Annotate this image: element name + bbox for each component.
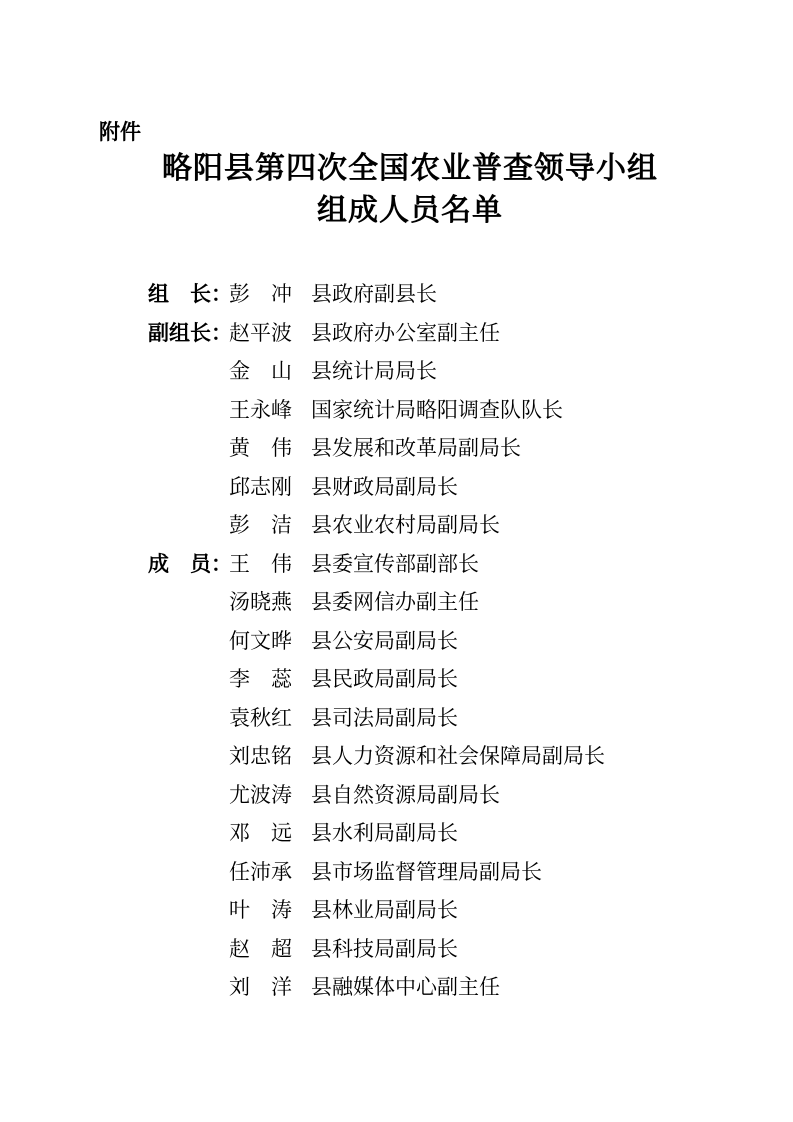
member-title: 县委宣传部副部长	[311, 551, 479, 576]
document-title	[120, 148, 700, 232]
roster-row	[148, 813, 703, 852]
roster-row	[148, 428, 703, 467]
member-name: 金 山	[229, 359, 292, 384]
roster-list	[148, 274, 703, 1006]
member-name: 赵 超	[229, 936, 292, 961]
roster-row	[148, 621, 703, 660]
role-label: 组 长：	[148, 283, 232, 307]
member-title: 县政府办公室副主任	[311, 320, 500, 345]
role-label: 副组长：	[148, 321, 232, 345]
member-title: 县农业农村局副局长	[311, 513, 500, 538]
roster-row	[148, 313, 703, 352]
member-name: 李 蕊	[229, 667, 292, 692]
member-title: 县科技局副局长	[311, 936, 458, 961]
member-name: 王 伟	[229, 551, 292, 576]
member-title: 县公安局副局长	[311, 628, 458, 653]
member-title: 县融媒体中心副主任	[311, 975, 500, 1000]
role-label: 成 员：	[148, 552, 232, 576]
member-name: 尤波涛	[229, 782, 292, 807]
member-name: 黄 伟	[229, 436, 292, 461]
member-name: 王永峰	[229, 397, 292, 422]
roster-row	[148, 929, 703, 968]
member-title: 县林业局副局长	[311, 898, 458, 923]
roster-row	[148, 659, 703, 698]
member-title: 县政府副县长	[311, 282, 437, 307]
roster-row	[148, 736, 703, 775]
member-title: 县市场监督管理局副局长	[311, 859, 542, 884]
member-title: 县司法局副局长	[311, 705, 458, 730]
member-title: 县委网信办副主任	[311, 590, 479, 615]
attachment-label: 附件	[99, 121, 141, 144]
document-title-line2: 组成人员名单	[317, 194, 503, 227]
member-title: 县人力资源和社会保障局副局长	[311, 744, 605, 769]
member-name: 袁秋红	[229, 705, 292, 730]
member-title: 县统计局局长	[311, 359, 437, 384]
document-title-line1: 略阳县第四次全国农业普查领导小组	[162, 152, 658, 185]
roster-row	[148, 890, 703, 929]
member-name: 叶 涛	[229, 898, 292, 923]
member-name: 彭 洁	[229, 513, 292, 538]
roster-row	[148, 967, 703, 1006]
roster-row	[148, 274, 703, 313]
member-title: 县水利局副局长	[311, 821, 458, 846]
member-name: 任沛承	[229, 859, 292, 884]
member-title: 县民政局副局长	[311, 667, 458, 692]
roster-row	[148, 775, 703, 814]
roster-row	[148, 505, 703, 544]
member-title: 县自然资源局副局长	[311, 782, 500, 807]
member-title: 县发展和改革局副局长	[311, 436, 521, 461]
member-name: 赵平波	[229, 320, 292, 345]
roster-row	[148, 351, 703, 390]
roster-row	[148, 390, 703, 429]
roster-row	[148, 852, 703, 891]
member-title: 国家统计局略阳调查队队长	[311, 397, 563, 422]
member-name: 汤晓燕	[229, 590, 292, 615]
roster-row	[148, 698, 703, 737]
roster-row	[148, 544, 703, 583]
member-name: 何文晔	[229, 628, 292, 653]
roster-row	[148, 582, 703, 621]
member-name: 彭 冲	[229, 282, 292, 307]
member-name: 邓 远	[229, 821, 292, 846]
member-name: 刘忠铭	[229, 744, 292, 769]
member-name: 邱志刚	[229, 474, 292, 499]
roster-row	[148, 467, 703, 506]
member-name: 刘 洋	[229, 975, 292, 1000]
member-title: 县财政局副局长	[311, 474, 458, 499]
